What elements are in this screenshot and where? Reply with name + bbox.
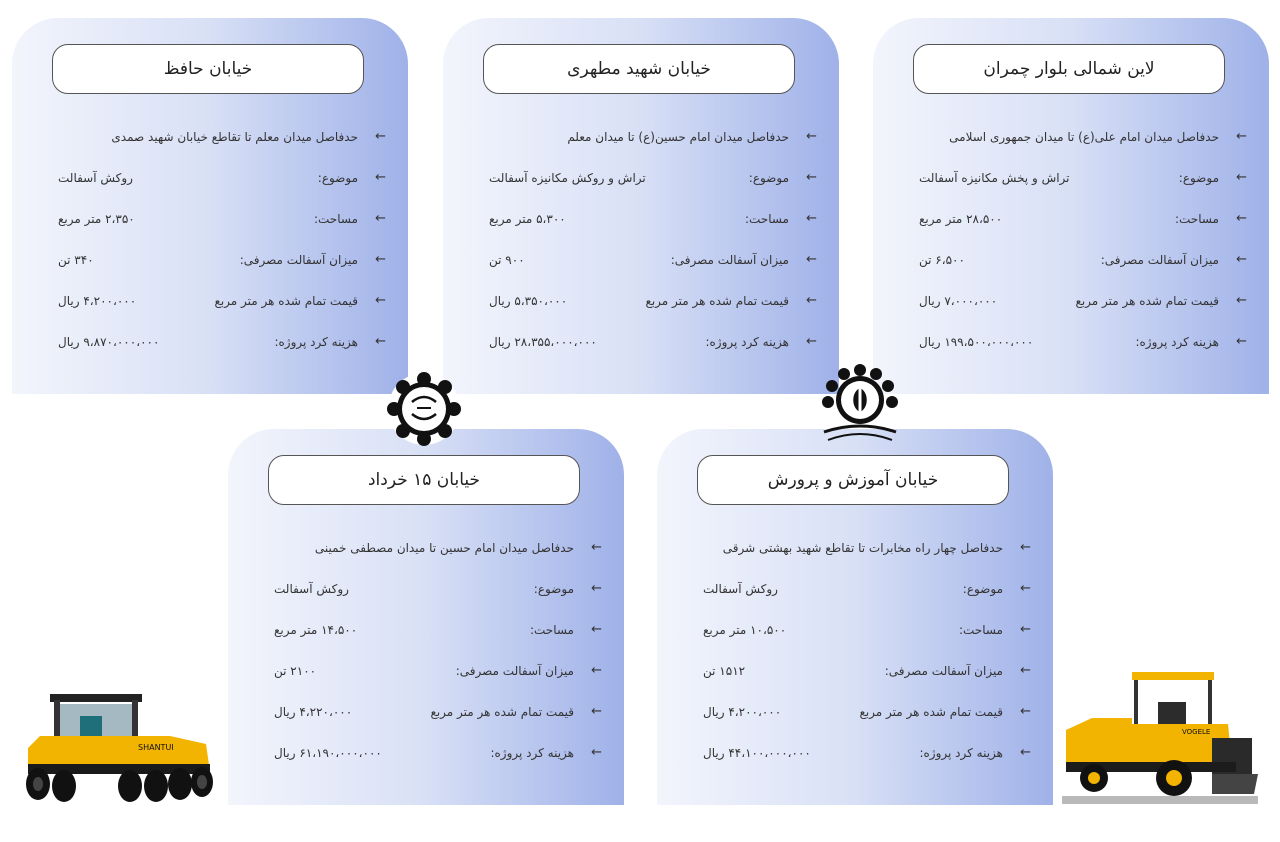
info-row-subject bbox=[489, 169, 817, 191]
info-row-area bbox=[489, 210, 817, 232]
info-row-subject bbox=[274, 580, 602, 602]
arrow-left-icon: ← bbox=[375, 293, 386, 308]
area-value: ۱۰،۵۰۰ متر مربع bbox=[703, 623, 787, 637]
range-label: حدفاصل میدان امام حسین(ع) تا میدان معلم bbox=[567, 130, 789, 144]
arrow-left-icon: ← bbox=[1020, 540, 1031, 555]
arrow-left-icon: ← bbox=[806, 170, 817, 185]
info-row-cost bbox=[919, 333, 1247, 355]
subject-label: موضوع: bbox=[317, 171, 358, 185]
municipality-logo-icon bbox=[385, 370, 463, 448]
info-row-cost bbox=[274, 744, 602, 766]
info-row-price bbox=[274, 703, 602, 725]
info-row-price bbox=[58, 292, 386, 314]
arrow-left-icon: ← bbox=[806, 293, 817, 308]
area-value: ۵،۳۰۰ متر مربع bbox=[489, 212, 566, 226]
info-row-price bbox=[703, 703, 1031, 725]
info-row-asphalt bbox=[489, 251, 817, 273]
roller-brand-text: SHANTUI bbox=[138, 743, 174, 752]
info-row-area bbox=[58, 210, 386, 232]
info-row-cost bbox=[489, 333, 817, 355]
price-value: ۴،۲۰۰،۰۰۰ ریال bbox=[703, 705, 782, 719]
asphalt-value: ۶،۵۰۰ تن bbox=[919, 253, 965, 267]
info-row-cost bbox=[58, 333, 386, 355]
asphalt-label: میزان آسفالت مصرفی: bbox=[239, 253, 358, 267]
asphalt-label: میزان آسفالت مصرفی: bbox=[455, 664, 574, 678]
cost-value: ۴۴،۱۰۰،۰۰۰،۰۰۰ ریال bbox=[703, 746, 811, 760]
arrow-left-icon: ← bbox=[806, 252, 817, 267]
city-council-logo bbox=[818, 362, 902, 448]
card-title: خیابان آموزش و پرورش bbox=[697, 455, 1009, 505]
info-row-subject bbox=[58, 169, 386, 191]
info-row-price bbox=[489, 292, 817, 314]
price-value: ۷،۰۰۰،۰۰۰ ریال bbox=[919, 294, 998, 308]
cost-value: ۶۱،۱۹۰،۰۰۰،۰۰۰ ریال bbox=[274, 746, 382, 760]
area-label: مساحت: bbox=[958, 623, 1003, 637]
project-card bbox=[443, 18, 839, 394]
road-roller-icon bbox=[20, 690, 215, 802]
range-label: حدفاصل میدان امام علی(ع) تا میدان جمهوری اسلامی bbox=[949, 130, 1219, 144]
arrow-left-icon: ← bbox=[806, 211, 817, 226]
arrow-left-icon: ← bbox=[1236, 252, 1247, 267]
asphalt-value: ۹۰۰ تن bbox=[489, 253, 525, 267]
price-label: قیمت تمام شده هر متر مربع bbox=[430, 705, 574, 719]
project-card bbox=[657, 429, 1053, 805]
subject-value: روکش آسفالت bbox=[58, 171, 133, 185]
info-row-range bbox=[274, 539, 602, 561]
area-label: مساحت: bbox=[313, 212, 358, 226]
cost-value: ۱۹۹،۵۰۰،۰۰۰،۰۰۰ ریال bbox=[919, 335, 1034, 349]
paver-brand-text: VOGELE bbox=[1182, 728, 1211, 736]
arrow-left-icon: ← bbox=[591, 622, 602, 637]
info-row-asphalt bbox=[919, 251, 1247, 273]
arrow-left-icon: ← bbox=[591, 745, 602, 760]
subject-value: روکش آسفالت bbox=[703, 582, 778, 596]
area-value: ۲۸،۵۰۰ متر مربع bbox=[919, 212, 1003, 226]
info-row-subject bbox=[919, 169, 1247, 191]
info-row-cost bbox=[703, 744, 1031, 766]
city-council-logo-icon bbox=[818, 362, 902, 448]
subject-label: موضوع: bbox=[1178, 171, 1219, 185]
area-value: ۲،۳۵۰ متر مربع bbox=[58, 212, 135, 226]
cost-label: هزینه کرد پروژه: bbox=[919, 746, 1003, 760]
card-title: خیابان حافظ bbox=[52, 44, 364, 94]
info-row-subject bbox=[703, 580, 1031, 602]
info-row-area bbox=[274, 621, 602, 643]
arrow-left-icon: ← bbox=[1236, 293, 1247, 308]
subject-value: تراش و پخش مکانیزه آسفالت bbox=[919, 171, 1070, 185]
range-label: حدفاصل میدان معلم تا تقاطع خیابان شهید صمدی bbox=[111, 130, 358, 144]
area-label: مساحت: bbox=[1174, 212, 1219, 226]
price-label: قیمت تمام شده هر متر مربع bbox=[214, 294, 358, 308]
info-row-range bbox=[489, 128, 817, 150]
info-row-price bbox=[919, 292, 1247, 314]
asphalt-value: ۱۵۱۲ تن bbox=[703, 664, 746, 678]
price-label: قیمت تمام شده هر متر مربع bbox=[1075, 294, 1219, 308]
cost-label: هزینه کرد پروژه: bbox=[1135, 335, 1219, 349]
arrow-left-icon: ← bbox=[375, 170, 386, 185]
arrow-left-icon: ← bbox=[591, 704, 602, 719]
price-value: ۴،۲۰۰،۰۰۰ ریال bbox=[58, 294, 137, 308]
price-label: قیمت تمام شده هر متر مربع bbox=[645, 294, 789, 308]
card-title: خیابان ۱۵ خرداد bbox=[268, 455, 580, 505]
range-label: حدفاصل چهار راه مخابرات تا تقاطع شهید بهشتی شرقی bbox=[722, 541, 1003, 555]
project-card bbox=[228, 429, 624, 805]
area-label: مساحت: bbox=[744, 212, 789, 226]
info-row-asphalt bbox=[703, 662, 1031, 684]
subject-label: موضوع: bbox=[748, 171, 789, 185]
card-title: لاین شمالی بلوار چمران bbox=[913, 44, 1225, 94]
asphalt-value: ۲۱۰۰ تن bbox=[274, 664, 317, 678]
info-row-asphalt bbox=[274, 662, 602, 684]
asphalt-label: میزان آسفالت مصرفی: bbox=[884, 664, 1003, 678]
arrow-left-icon: ← bbox=[591, 663, 602, 678]
info-row-range bbox=[58, 128, 386, 150]
subject-label: موضوع: bbox=[962, 582, 1003, 596]
asphalt-value: ۳۴۰ تن bbox=[58, 253, 94, 267]
arrow-left-icon: ← bbox=[1236, 170, 1247, 185]
arrow-left-icon: ← bbox=[1020, 745, 1031, 760]
arrow-left-icon: ← bbox=[375, 211, 386, 226]
arrow-left-icon: ← bbox=[1236, 129, 1247, 144]
cost-label: هزینه کرد پروژه: bbox=[705, 335, 789, 349]
price-label: قیمت تمام شده هر متر مربع bbox=[859, 705, 1003, 719]
municipality-logo bbox=[385, 370, 463, 448]
asphalt-paver-icon bbox=[1062, 668, 1258, 808]
subject-label: موضوع: bbox=[533, 582, 574, 596]
arrow-left-icon: ← bbox=[375, 252, 386, 267]
info-row-range bbox=[919, 128, 1247, 150]
arrow-left-icon: ← bbox=[1236, 334, 1247, 349]
info-row-area bbox=[919, 210, 1247, 232]
cost-label: هزینه کرد پروژه: bbox=[490, 746, 574, 760]
arrow-left-icon: ← bbox=[1020, 663, 1031, 678]
price-value: ۴،۲۲۰،۰۰۰ ریال bbox=[274, 705, 353, 719]
price-value: ۵،۳۵۰،۰۰۰ ریال bbox=[489, 294, 568, 308]
arrow-left-icon: ← bbox=[806, 334, 817, 349]
info-row-asphalt bbox=[58, 251, 386, 273]
arrow-left-icon: ← bbox=[1020, 581, 1031, 596]
area-label: مساحت: bbox=[529, 623, 574, 637]
asphalt-label: میزان آسفالت مصرفی: bbox=[1100, 253, 1219, 267]
card-title: خیابان شهید مطهری bbox=[483, 44, 795, 94]
range-label: حدفاصل میدان امام حسین تا میدان مصطفی خمینی bbox=[314, 541, 574, 555]
arrow-left-icon: ← bbox=[1236, 211, 1247, 226]
area-value: ۱۴،۵۰۰ متر مربع bbox=[274, 623, 358, 637]
subject-value: روکش آسفالت bbox=[274, 582, 349, 596]
asphalt-paver-image bbox=[1062, 668, 1258, 808]
road-roller-image bbox=[20, 690, 215, 802]
arrow-left-icon: ← bbox=[1020, 704, 1031, 719]
asphalt-label: میزان آسفالت مصرفی: bbox=[670, 253, 789, 267]
subject-value: تراش و روکش مکانیزه آسفالت bbox=[489, 171, 646, 185]
cost-value: ۹،۸۷۰،۰۰۰،۰۰۰ ریال bbox=[58, 335, 160, 349]
cost-value: ۲۸،۳۵۵،۰۰۰،۰۰۰ ریال bbox=[489, 335, 597, 349]
arrow-left-icon: ← bbox=[375, 334, 386, 349]
arrow-left-icon: ← bbox=[806, 129, 817, 144]
info-row-range bbox=[703, 539, 1031, 561]
arrow-left-icon: ← bbox=[591, 581, 602, 596]
info-row-area bbox=[703, 621, 1031, 643]
arrow-left-icon: ← bbox=[375, 129, 386, 144]
cost-label: هزینه کرد پروژه: bbox=[274, 335, 358, 349]
arrow-left-icon: ← bbox=[591, 540, 602, 555]
project-card bbox=[12, 18, 408, 394]
arrow-left-icon: ← bbox=[1020, 622, 1031, 637]
project-card bbox=[873, 18, 1269, 394]
